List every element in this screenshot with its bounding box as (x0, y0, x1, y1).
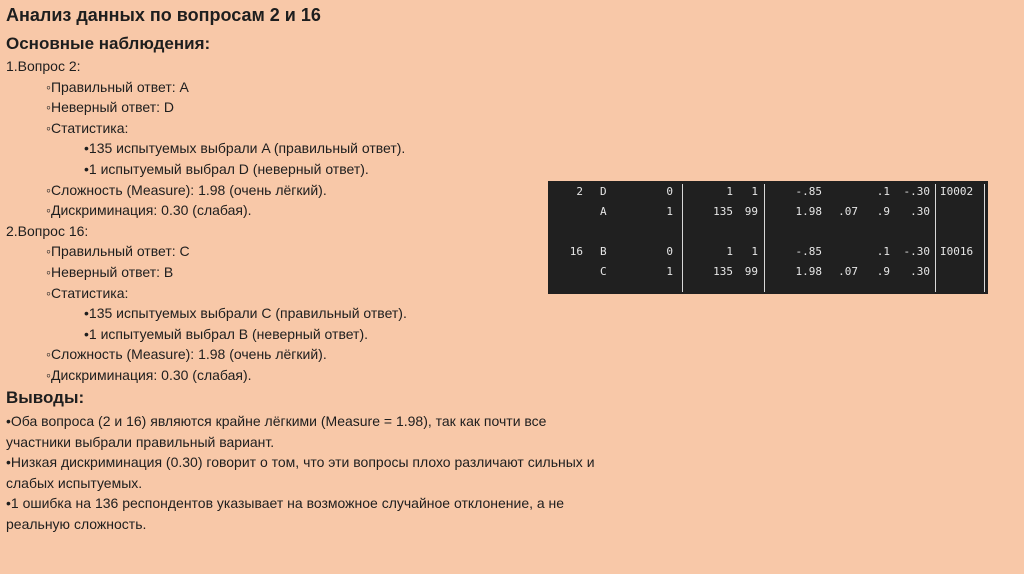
stats-item: •1 испытуемый выбрал B (неверный ответ). (84, 325, 369, 342)
table-cell-infit: .1 (876, 245, 890, 258)
table-cell-score: 0 (666, 185, 673, 198)
question-header: 1.Вопрос 2: (6, 58, 81, 74)
difficulty: ◦Сложность (Measure): 1.98 (очень лёгкий). (46, 181, 327, 198)
conclusion-item: •Низкая дискриминация (0.30) говорит о том, что эти вопросы плохо различают сильных и слабых испытуемых. (6, 454, 595, 491)
table-cell-score: 0 (666, 245, 673, 258)
discrimination: ◦Дискриминация: 0.30 (слабая). (46, 202, 252, 219)
slide-title: Анализ данных по вопросам 2 и 16 (6, 5, 321, 25)
table-separator (984, 184, 985, 292)
table-separator (682, 184, 683, 292)
table-cell-item: 2 (576, 185, 583, 198)
slide-subtitle: Основные наблюдения: (6, 34, 211, 53)
table-cell-pct: 99 (744, 265, 758, 278)
stats-item: •1 испытуемый выбрал D (неверный ответ). (84, 160, 369, 177)
table-cell-measure: -.85 (795, 185, 822, 198)
stats-item: •135 испытуемых выбрали C (правильный ответ). (84, 305, 407, 322)
conclusion-item: •Оба вопроса (2 и 16) являются крайне лёгкими (Measure = 1.98), так как почти все участники выбрали правильный вариант. (6, 413, 547, 450)
table-cell-option: C (600, 265, 607, 278)
table-cell-option: B (600, 245, 607, 258)
table-cell-pct: 1 (751, 245, 758, 258)
table-cell-measure: 1.98 (795, 205, 822, 218)
wrong-answer: ◦Неверный ответ: D (46, 99, 175, 116)
table-cell-label: I0002 (940, 185, 974, 198)
conclusion-item: •1 ошибка на 136 респондентов указывает на возможное случайное отклонение, а не реальную сложность. (6, 495, 565, 532)
correct-answer: ◦Правильный ответ: C (46, 243, 190, 260)
wrong-answer: ◦Неверный ответ: B (46, 263, 174, 280)
table-cell-ptmeas: .30 (910, 265, 930, 278)
distractor-table (548, 181, 988, 294)
question-header: 2.Вопрос 16: (6, 222, 89, 239)
table-cell-score: 1 (666, 205, 673, 218)
correct-answer: ◦Правильный ответ: A (46, 78, 189, 95)
discrimination: ◦Дискриминация: 0.30 (слабая). (46, 366, 252, 383)
table-cell-label: I0016 (940, 245, 974, 258)
table-cell-se: .07 (838, 265, 858, 278)
table-cell-measure: -.85 (795, 245, 822, 258)
stats-label: ◦Статистика: (46, 119, 129, 136)
table-cell-option: A (600, 205, 607, 218)
table-cell-pct: 99 (744, 205, 758, 218)
conclusions-title: Выводы: (6, 388, 85, 407)
observations (6, 56, 606, 386)
difficulty: ◦Сложность (Measure): 1.98 (очень лёгкий). (46, 346, 327, 363)
table-cell-count: 135 (713, 205, 733, 218)
table-cell-ptmeas: -.30 (903, 245, 930, 258)
table-cell-score: 1 (666, 265, 673, 278)
conclusions (6, 388, 606, 534)
table-cell-item: 16 (569, 245, 583, 258)
table-cell-count: 135 (713, 265, 733, 278)
table-cell-se: .07 (838, 205, 858, 218)
table-cell-infit: .9 (876, 205, 890, 218)
table-cell-pct: 1 (751, 185, 758, 198)
table-cell-count: 1 (726, 245, 733, 258)
table-cell-ptmeas: .30 (910, 205, 930, 218)
table-separator (764, 184, 765, 292)
table-cell-measure: 1.98 (795, 265, 822, 278)
stats-label: ◦Статистика: (46, 284, 129, 301)
table-cell-infit: .9 (876, 265, 890, 278)
stats-item: •135 испытуемых выбрали A (правильный ответ). (84, 140, 406, 157)
table-cell-option: D (600, 185, 607, 198)
table-cell-ptmeas: -.30 (903, 185, 930, 198)
table-cell-count: 1 (726, 185, 733, 198)
table-cell-infit: .1 (876, 185, 890, 198)
table-separator (935, 184, 936, 292)
